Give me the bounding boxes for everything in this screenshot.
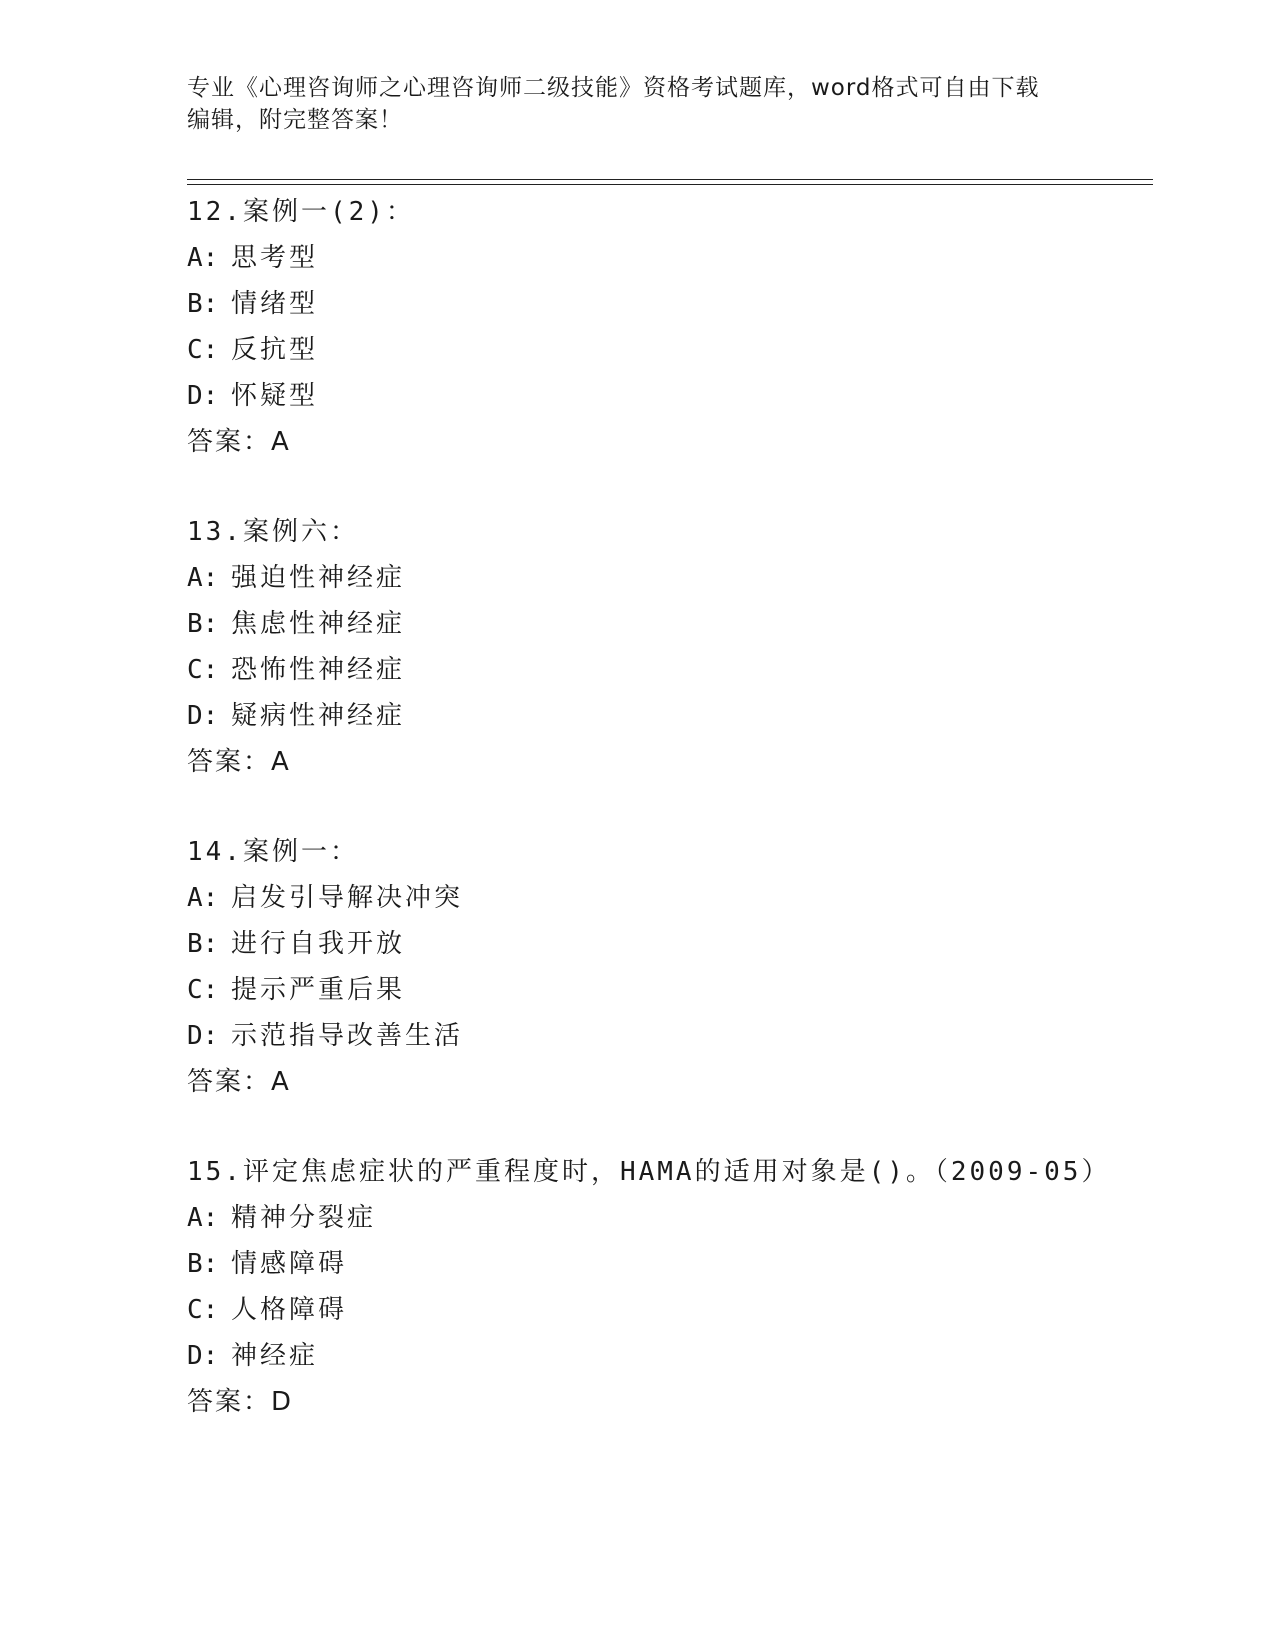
option-b: [187, 281, 1147, 327]
option-text: 怀疑型: [231, 381, 319, 411]
answer-line: 答案：D: [187, 1387, 294, 1417]
option-b: [187, 921, 1147, 967]
option-c: [187, 327, 1147, 373]
answer-line: 答案：A: [187, 427, 291, 457]
document-header: [187, 72, 1087, 136]
option-letter: A:: [187, 243, 219, 273]
option-c: [187, 647, 1147, 693]
question-13: [187, 509, 1147, 785]
option-d: [187, 373, 1147, 419]
option-letter: A:: [187, 1203, 219, 1233]
option-text: 情绪型: [231, 289, 319, 319]
option-c: [187, 1287, 1147, 1333]
question-stem: 14.案例一：: [187, 837, 359, 867]
option-text: 进行自我开放: [231, 929, 406, 959]
option-text: 情感障碍: [231, 1249, 348, 1279]
option-letter: D:: [187, 701, 219, 731]
option-text: 强迫性神经症: [231, 563, 406, 593]
question-stem: 12.案例一(2)：: [187, 197, 415, 227]
option-d: [187, 1333, 1147, 1379]
option-text: 反抗型: [231, 335, 319, 365]
option-letter: C:: [187, 655, 219, 685]
option-text: 精神分裂症: [231, 1203, 377, 1233]
option-letter: C:: [187, 975, 219, 1005]
question-stem: 15.评定焦虑症状的严重程度时，HAMA的适用对象是()。（2009-05）: [187, 1157, 1111, 1187]
header-divider-top: [187, 179, 1153, 180]
option-text: 思考型: [231, 243, 319, 273]
option-a: [187, 1195, 1147, 1241]
option-letter: D:: [187, 1021, 219, 1051]
option-text: 焦虑性神经症: [231, 609, 406, 639]
option-text: 提示严重后果: [231, 975, 406, 1005]
option-letter: B:: [187, 289, 219, 319]
option-d: [187, 693, 1147, 739]
option-b: [187, 601, 1147, 647]
header-divider-bottom: [187, 184, 1153, 185]
option-letter: B:: [187, 929, 219, 959]
header-line-2: 编辑，附完整答案！: [187, 107, 403, 133]
option-letter: B:: [187, 609, 219, 639]
option-text: 示范指导改善生活: [231, 1021, 464, 1051]
option-b: [187, 1241, 1147, 1287]
option-letter: A:: [187, 563, 219, 593]
question-stem: 13.案例六：: [187, 517, 359, 547]
answer-line: 答案：A: [187, 747, 291, 777]
option-letter: D:: [187, 381, 219, 411]
option-a: [187, 875, 1147, 921]
option-letter: A:: [187, 883, 219, 913]
option-letter: B:: [187, 1249, 219, 1279]
option-text: 人格障碍: [231, 1295, 348, 1325]
header-line-1: 专业《心理咨询师之心理咨询师二级技能》资格考试题库，word格式可自由下载: [187, 75, 1040, 101]
option-letter: C:: [187, 1295, 219, 1325]
answer-line: 答案：A: [187, 1067, 291, 1097]
option-a: [187, 555, 1147, 601]
option-text: 神经症: [231, 1341, 319, 1371]
question-12: [187, 189, 1147, 465]
option-letter: D:: [187, 1341, 219, 1371]
option-text: 启发引导解决冲突: [231, 883, 464, 913]
question-15: [187, 1149, 1147, 1425]
option-text: 疑病性神经症: [231, 701, 406, 731]
option-c: [187, 967, 1147, 1013]
option-letter: C:: [187, 335, 219, 365]
question-14: [187, 829, 1147, 1105]
option-d: [187, 1013, 1147, 1059]
option-a: [187, 235, 1147, 281]
option-text: 恐怖性神经症: [231, 655, 406, 685]
